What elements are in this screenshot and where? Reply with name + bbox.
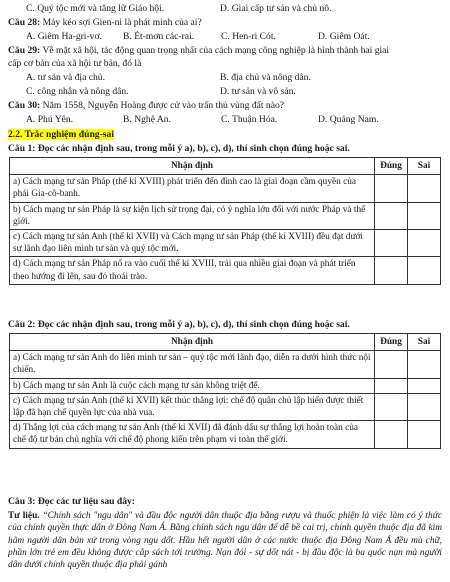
table-2-statement-a: a) Cách mạng tư sản Anh do liên minh tư sản – quý tộc mới lãnh đạo, diễn ra dưới hình thức nội chiến.: [10, 351, 375, 378]
table-1-false-cell-d[interactable]: [408, 257, 441, 284]
table-1-header-statement: Nhận định: [10, 158, 375, 175]
section-heading-wrap: [8, 129, 442, 141]
table-2-true-cell-c[interactable]: [375, 393, 408, 420]
c3-heading: Câu 3: Đọc các tư liệu sau đây:: [8, 496, 136, 507]
q28-option-a: A. Giêm Ha-gri-vơ.: [26, 31, 102, 42]
question-30-label: Câu 30:: [8, 100, 41, 111]
table-row: [10, 351, 441, 378]
table-row: [10, 393, 441, 420]
table-2-header-statement: Nhận định: [10, 334, 375, 351]
table-2: [9, 333, 441, 449]
q29-option-d: D. tư sản và vô sản.: [220, 86, 296, 97]
table-row: [10, 421, 441, 448]
table-2-header-true: Đúng: [375, 334, 408, 351]
table-2-statement-d: d) Thắng lợi của cách mạng tư sản Anh (thế kỉ XVII) đã đánh dấu sự thắng lợi hoàn toàn của chế độ tư bản chủ nghĩa với chế độ phong kiến trên phạm vi toàn thế giới.: [10, 421, 375, 448]
table-1-false-cell-a[interactable]: [408, 175, 441, 202]
table-1-statement-c: c) Cách mạng tư sản Anh (thế kỉ XVII) và Cách mạng tư sản Pháp (thế kỉ XVIII) đều đạt dưới sự lãnh đạo liên minh tư sản và quý tộc mới.: [10, 230, 375, 257]
table-2-false-cell-b[interactable]: [408, 378, 441, 393]
q30-option-d: D. Quảng Nam.: [318, 114, 379, 125]
q27-option-c: C. Quý tộc mới và tăng lữ Giáo hội.: [26, 3, 165, 14]
question-30: [8, 100, 442, 112]
q30-option-c: C. Thuận Hóa.: [221, 114, 278, 125]
table-1-statement-d: d) Cách mạng tư sản Pháp nổ ra vào cuối thế kỉ XVIII, trải qua nhiều giai đoạn và phát triển theo hướng đi lên, sau đó thoái trào.: [10, 257, 375, 284]
question-28-label: Câu 28:: [8, 17, 41, 28]
q29-option-a: A. tư sản và địa chủ.: [26, 72, 105, 83]
table-1-true-cell-b[interactable]: [375, 202, 408, 229]
table-1-true-cell-d[interactable]: [375, 257, 408, 284]
table-1-true-cell-a[interactable]: [375, 175, 408, 202]
table-row: [10, 202, 441, 229]
q27-option-d: D. Giai cấp tư sản và chủ nô.: [220, 3, 332, 14]
table-2-statement-c: c) Cách mạng tư sản Anh (thế kỉ XVII) kết thúc thắng lợi: chế độ quân chủ lập hiến được thiết lập đã hạn chế quyền lực của nhà vua.: [10, 393, 375, 420]
q28-option-c: C. Hen-ri Cót.: [221, 31, 276, 42]
table-1-header-true: Đúng: [375, 158, 408, 175]
table-row: [10, 257, 441, 284]
table-1-false-cell-c[interactable]: [408, 230, 441, 257]
table-2-false-cell-d[interactable]: [408, 421, 441, 448]
table-1-false-cell-b[interactable]: [408, 202, 441, 229]
q30-option-b: B. Nghệ An.: [123, 114, 171, 125]
c1-heading: Câu 1: Đọc các nhận định sau, trong mỗi ý a), b), c), d), thí sinh chọn đúng hoặc sai.: [8, 143, 350, 154]
table-1-statement-b: b) Cách mạng tư sản Pháp là sự kiện lịch sử trọng đại, có ý nghĩa lớn đối với nước Pháp và thế giới.: [10, 202, 375, 229]
table-2-true-cell-a[interactable]: [375, 351, 408, 378]
section-heading: 2.2. Trắc nghiệm đúng-sai: [8, 129, 114, 140]
question-29-text-cont: cấp cơ bản của xã hội tư bản, đó là: [8, 58, 142, 69]
table-2-false-cell-c[interactable]: [408, 393, 441, 420]
table-2-true-cell-d[interactable]: [375, 421, 408, 448]
table-row: [10, 175, 441, 202]
c2-heading: Câu 2: Đọc các nhận định sau, trong mỗi ý a), b), c), d), thí sinh chọn đúng hoặc sai.: [8, 319, 350, 330]
table-1-statement-a: a) Cách mạng tư sản Pháp (thế kỉ XVIII) phát triển đến đỉnh cao là giai đoạn cầm quyền của phái Gia-cô-banh.: [10, 175, 375, 202]
question-30-text: Năm 1558, Nguyễn Hoàng được cử vào trấn thủ vùng đất nào?: [40, 100, 285, 111]
source-passage: [8, 510, 442, 580]
table-1-true-cell-c[interactable]: [375, 230, 408, 257]
source-label: Tư liệu.: [8, 511, 40, 521]
table-row: [10, 378, 441, 393]
table-row: [10, 230, 441, 257]
table-2-true-cell-b[interactable]: [375, 378, 408, 393]
question-29-label: Câu 29:: [8, 45, 41, 56]
question-29-text: Về mặt xã hội, tác động quan trọng nhất của cách mạng công nghiệp là hình thành hai giai: [40, 45, 390, 56]
q28-option-b: B. Ét-mơn các-rai.: [123, 31, 195, 42]
q30-option-a: A. Phú Yên.: [26, 114, 74, 125]
question-28-text: Máy kéo sợi Gien-ni là phát minh của ai?: [40, 17, 202, 28]
table-1-header-false: Sai: [408, 158, 441, 175]
table-1-header: [10, 158, 441, 175]
table-2-statement-b: b) Cách mạng tư sản Anh là cuộc cách mạng tư sản không triệt để.: [10, 378, 375, 393]
table-2-header-false: Sai: [408, 334, 441, 351]
table-2-header: [10, 334, 441, 351]
q29-option-c: C. công nhân và nông dân.: [26, 86, 129, 97]
table-1: [9, 157, 441, 285]
source-text: “Chính sách "ngu dân" và đầu độc người dân thuộc địa bằng rượu và thuốc phiện là việc làm có ý thức của chính quyền thực dân ở Đông Nam Á. Bằng chính sách ngu dân để dễ bề cai trị, chính quyền thuộc địa đã kìm hãm người dân bản xứ trong vòng ngu dốt. Hầu hết người dân ở các nước thuộc địa Đông Nam Á đều mù chữ, phần lớn trẻ em đều không được cắp sách tới trường. Nạn đói - sự dốt nát - bị đầu độc là ba quốc nạn mà người dân dưới chính quyền thuộc địa phải gánh: [8, 511, 442, 571]
q28-option-d: D. Giêm Oát.: [318, 31, 370, 42]
q29-option-b: B. địa chủ và nông dân.: [220, 72, 311, 83]
table-2-false-cell-a[interactable]: [408, 351, 441, 378]
question-28: [8, 17, 442, 29]
question-29: [8, 45, 442, 57]
